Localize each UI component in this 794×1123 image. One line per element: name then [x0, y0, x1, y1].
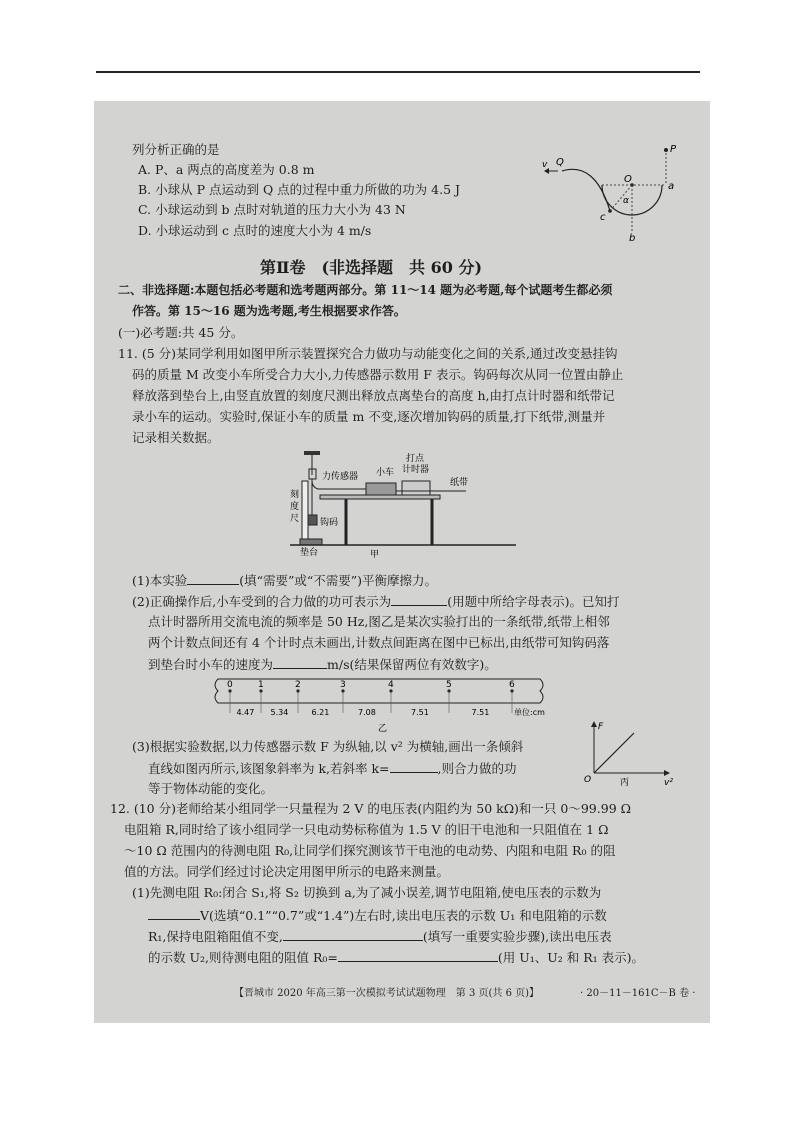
footer-left: 【晋城市 2020 年高三第一次模拟考试试题物理 第 3 页(共 6 页)】	[234, 988, 540, 999]
label-ruler-2: 度	[290, 502, 300, 512]
tape-point-label: 2	[295, 680, 301, 690]
q11-p2-text-d: m/s(结果保留两位有效数字)。	[327, 657, 497, 672]
q12-line-3: ～10 Ω 范围内的待测电阻 R₀,让同学们探究测该节干电池的电动势、内阻和电阻 R₀ 的阻	[124, 843, 616, 858]
figure-caption-jia: 甲	[370, 550, 380, 560]
q12-p1-text-c: (填写一重要实验步骤),读出电压表	[422, 929, 612, 944]
label-pad: 垫台	[300, 548, 319, 558]
q11-line-3: 释放落到垫台上,由竖直放置的刻度尺测出释放点离垫台的高度 h,由打点计时器和纸带记	[132, 388, 615, 403]
track-label-c: c	[600, 212, 606, 223]
q11-p2-line-3: 两个计数点间还有 4 个计时点未画出,计数点间距离在图中已标出,由纸带可知钩码落	[148, 635, 610, 650]
footer-right: · 20－11－161C－B 卷 ·	[580, 988, 696, 999]
graph-ylabel: F	[598, 722, 604, 732]
figure-caption-bing: 丙	[620, 778, 630, 788]
tape-point-label: 4	[388, 680, 394, 690]
label-timer-2: 计时器	[402, 465, 430, 475]
label-ruler-3: 尺	[290, 514, 300, 524]
f-v2-graph	[584, 719, 684, 789]
tape-distance-label: 7.51	[411, 708, 429, 717]
graph-xlabel: v²	[664, 778, 673, 788]
q11-p2-blank-speed	[273, 655, 327, 669]
q12-p1-text-d: 的示数 U₂,则待测电阻的阻值 R₀=	[148, 950, 338, 965]
q12-line-4: 值的方法。同学们经过讨论决定用图甲所示的电路来测量。	[124, 864, 450, 879]
q12-p1-line-4	[148, 948, 644, 967]
q11-p1-blank	[187, 571, 239, 585]
q11-p2-line-1	[132, 592, 619, 611]
q11-p3-line-3: 等于物体动能的变化。	[148, 781, 274, 796]
q10-option-d: D. 小球运动到 c 点时的速度大小为 4 m/s	[138, 223, 372, 238]
q11-p2-text-b: (用题中所给字母表示)。已知打	[447, 594, 620, 609]
q10-option-b: B. 小球从 P 点运动到 Q 点的过程中重力所做的功为 4.5 J	[138, 182, 461, 197]
q12-p1-text-b: R₁,保持电阻箱阻值不变,	[148, 929, 283, 944]
q10-option-a: A. P、a 两点的高度差为 0.8 m	[138, 162, 315, 177]
q12-line-1: 12. (10 分)老师给某小组同学一只量程为 2 V 的电压表(内阻约为 50 kΩ)和一只 0～99.99 Ω	[110, 801, 631, 816]
track-figure	[540, 141, 680, 246]
q11-p2-line-2: 点计时器所用交流电流的频率是 50 Hz,图乙是某次实验打出的一条纸带,纸带上相邻	[148, 614, 610, 629]
section2-intro-2: 作答。第 15～16 题为选考题,考生根据要求作答。	[132, 304, 406, 318]
tape-distance-label: 4.47	[236, 708, 255, 717]
q12-blank-voltage	[148, 906, 200, 920]
q12-blank-r0	[338, 948, 498, 962]
q11-p1-text-b: (填“需要”或“不需要”)平衡摩擦力。	[239, 573, 438, 588]
track-label-alpha: α	[623, 196, 629, 206]
q11-line-2: 码的质量 M 改变小车所受合力大小,力传感器示数用 F 表示。钩码每次从同一位置由静止	[132, 367, 624, 382]
scanned-page	[94, 101, 710, 1023]
track-label-p: P	[670, 144, 677, 155]
q12-p1-line-1: (1)先测电阻 R₀:闭合 S₁,将 S₂ 切换到 a,为了减小误差,调节电阻箱,使电压表的示数为	[132, 885, 602, 900]
required-heading: (一)必考题:共 45 分。	[118, 325, 244, 340]
tape-distance-label: 6.21	[311, 708, 330, 717]
q12-p1-text-a: V(选填“0.1”“0.7”或“1.4”)左右时,读出电压表的示数 U₁ 和电阻箱的示数	[200, 908, 607, 923]
q11-line-5: 记录相关数据。	[132, 430, 220, 445]
tape-point-label: 3	[340, 680, 346, 690]
q11-p3-text-a: 直线如图丙所示,该图象斜率为 k,若斜率 k=	[148, 761, 390, 776]
section2-intro-1: 二、非选择题:本题包括必考题和选考题两部分。第 11～14 题为必考题,每个试题考生都必须	[118, 283, 613, 297]
q11-p2-blank-work	[391, 592, 447, 606]
track-label-v: v	[542, 160, 548, 170]
q12-blank-step	[283, 927, 423, 941]
q10-option-c: C. 小球运动到 b 点时对轨道的压力大小为 43 N	[138, 202, 406, 217]
tape-point-label: 1	[258, 680, 264, 690]
section2-title: 第Ⅱ卷 (非选择题 共 60 分)	[260, 258, 483, 277]
track-label-o: O	[624, 174, 632, 185]
q11-line-1: 11. (5 分)某同学利用如图甲所示装置探究合力做功与动能变化之间的关系,通过改变悬挂钩	[118, 346, 618, 361]
label-weight: 钩码	[320, 518, 339, 528]
q11-p3-line-2	[148, 759, 517, 778]
figure-caption-yi: 乙	[378, 724, 388, 733]
tape-unit: 单位:cm	[514, 708, 545, 717]
q12-p1-text-e: (用 U₁、U₂ 和 R₁ 表示)。	[497, 950, 645, 965]
track-label-b: b	[629, 233, 636, 244]
tape-distance-label: 7.08	[358, 708, 376, 717]
q11-p3-line-1: (3)根据实验数据,以力传感器示数 F 为纵轴,以 v² 为横轴,画出一条倾斜	[132, 739, 524, 754]
label-ruler-1: 刻	[290, 490, 300, 500]
tape-figure	[210, 671, 550, 733]
q12-line-2: 电阻箱 R,同时给了该小组同学一只电动势标称值为 1.5 V 的旧干电池和一只阻值在 1 Ω	[124, 822, 609, 837]
tape-point-label: 0	[227, 680, 233, 690]
tape-distance-label: 7.51	[471, 708, 490, 717]
label-force-sensor: 力传感器	[322, 472, 359, 482]
q11-p2-text-a: (2)正确操作后,小车受到的合力做的功可表示为	[132, 594, 392, 609]
apparatus-figure	[290, 451, 520, 561]
tape-distance-label: 5.34	[270, 708, 289, 717]
q10-stem-tail: 列分析正确的是	[132, 142, 220, 157]
q11-p1-text-a: (1)本实验	[132, 573, 188, 588]
q11-p3-text-b: ,则合力做的功	[437, 761, 517, 776]
q12-p1-line-3	[148, 927, 612, 946]
tape-point-label: 5	[446, 680, 452, 690]
label-car: 小车	[376, 468, 395, 478]
track-label-a: a	[668, 181, 675, 192]
q11-line-4: 录小车的运动。实验时,保证小车的质量 m 不变,逐次增加钩码的质量,打下纸带,测量并	[132, 409, 606, 424]
label-timer-1: 打点	[406, 454, 425, 464]
q12-p1-line-2	[148, 906, 607, 925]
tape-point-label: 6	[509, 680, 515, 690]
track-label-q: Q	[556, 157, 564, 168]
q11-p3-blank	[390, 759, 438, 773]
label-tape: 纸带	[450, 478, 469, 488]
q11-p1	[132, 571, 437, 590]
top-rule	[96, 71, 700, 73]
q11-p2-text-c: 到垫台时小车的速度为	[148, 657, 274, 672]
graph-origin: O	[584, 775, 592, 785]
